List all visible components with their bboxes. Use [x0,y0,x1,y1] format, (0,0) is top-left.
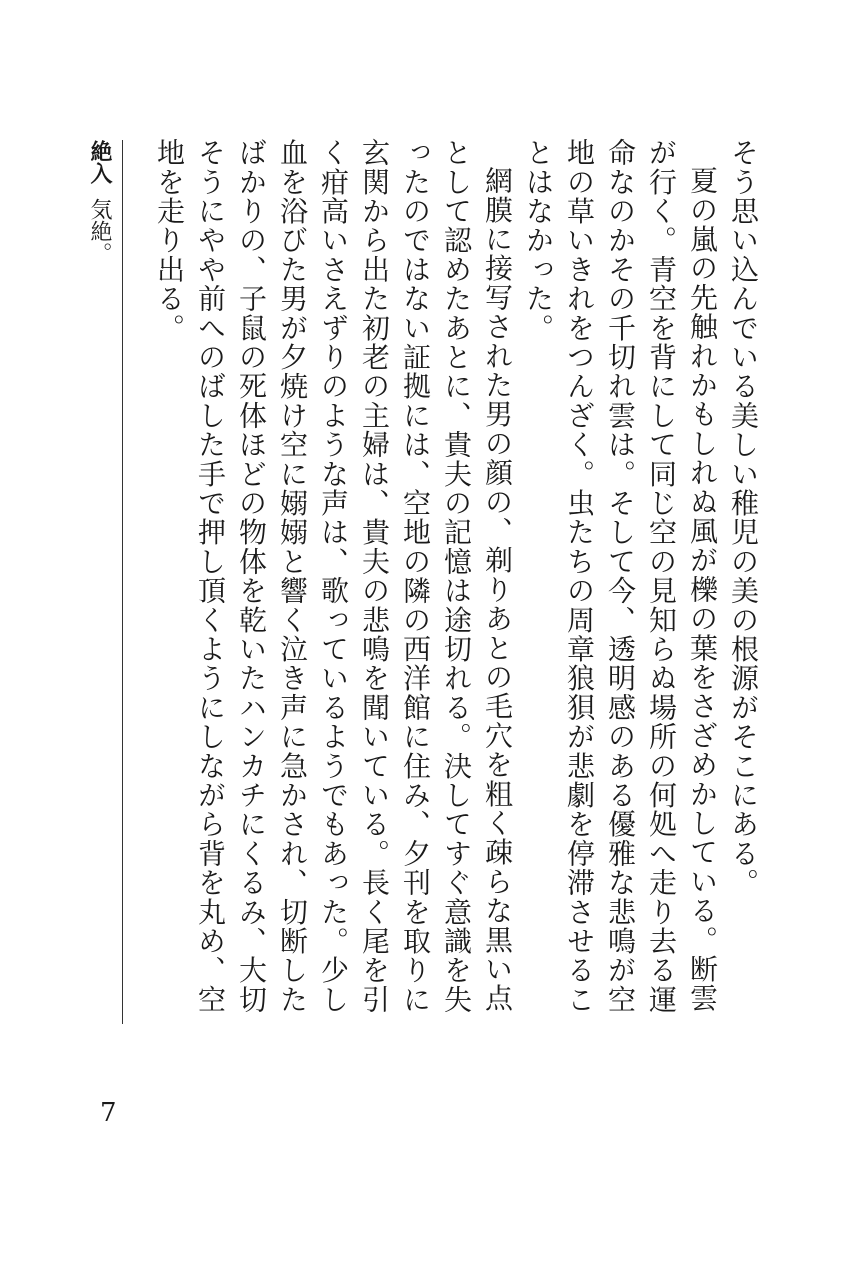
paragraph [148,138,149,1038]
footnote [82,140,116,400]
paragraph: そう思い込んでいる美しい稚児の美の根源がそこにある。 [727,138,760,898]
paragraph: 網膜に接写された男の顔の、剃りあとの毛穴を粗く疎らな黒い点として認めたあとに、貴夫の記憶は途切れる。決してすぐ意識を失ったのではない証拠には、空地の隣の西洋館に住み、夕刊を取りに玄関から出た初老の主婦は、貴夫の悲鳴を聞いている。長く尾を引く疳高いさえずりのような声は、歌っているようでもあった。少し血を浴びた男が夕焼け空に嫋嫋と響く泣き声に急かされ、切断したばかりの、子鼠の死体ほどの物体を乾いたハンカチにくるみ、大切そうにやや前へのばした手で押し頂くようにしながら背を丸め、空地を走り出る。 [153,138,514,1015]
body-text [148,138,764,1038]
footnote-definition: 気絶。 [87,198,112,264]
footnote-divider [122,140,123,1024]
paragraph: 夏の嵐の先触れかもしれぬ風が櫟の葉をさざめかしている。断雲が行く。青空を背にして同じ空の見知らぬ場所の何処へ走り去る運命なのかその千切れ雲は。そして今、透明感のある優雅な悲鳴が空地の草いきれをつんざく。虫たちの周章狼狽が悲劇を停滞させることはなかった。 [522,138,719,1014]
footnote-term: 絶入 [87,140,112,184]
page-number: 7 [100,1098,117,1128]
